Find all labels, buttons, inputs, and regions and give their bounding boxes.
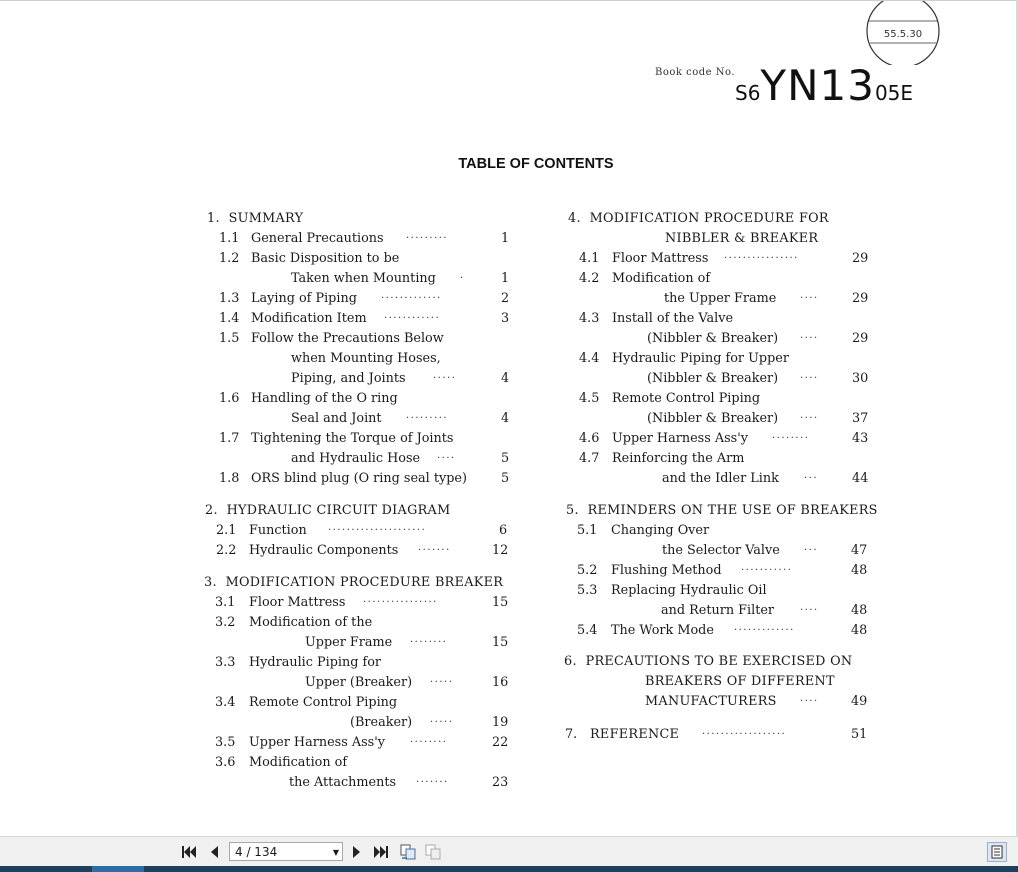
entry-page: 51 bbox=[851, 727, 868, 742]
next-page-icon bbox=[351, 845, 363, 859]
leader-dots: ··········· bbox=[741, 565, 793, 576]
entry-page: 30 bbox=[852, 371, 869, 386]
leader-dots: ········ bbox=[410, 637, 448, 648]
entry-title: Laying of Piping bbox=[251, 291, 357, 306]
entry-number: 5.1 bbox=[577, 523, 598, 538]
entry-title: (Nibbler & Breaker) bbox=[647, 411, 779, 426]
entry-title: Upper Harness Ass'y bbox=[612, 431, 748, 446]
toc-entry[interactable] bbox=[0, 521, 880, 541]
toc-entry[interactable] bbox=[0, 621, 880, 641]
last-page-icon bbox=[373, 845, 389, 859]
section-number: 6. bbox=[564, 654, 577, 669]
entry-number: 5.3 bbox=[577, 583, 598, 598]
toc-section-heading bbox=[566, 501, 878, 521]
entry-title: and Hydraulic Hose bbox=[291, 451, 421, 466]
entry-page: 3 bbox=[501, 311, 510, 326]
entry-title: Function bbox=[249, 523, 307, 538]
toc-section-heading bbox=[205, 501, 450, 521]
toc-entry-continuation[interactable] bbox=[0, 329, 880, 349]
entry-page: 2 bbox=[501, 291, 510, 306]
book-code-main: YN13 bbox=[760, 61, 875, 110]
leader-dots: ················ bbox=[363, 597, 438, 608]
entry-number: 5.4 bbox=[577, 623, 598, 638]
entry-number: 2.1 bbox=[216, 523, 237, 538]
section-title: HYDRAULIC CIRCUIT DIAGRAM bbox=[226, 503, 451, 518]
entry-page: 23 bbox=[492, 775, 509, 790]
toc-entry[interactable] bbox=[0, 349, 880, 369]
toc-entry-continuation[interactable] bbox=[0, 369, 880, 389]
entry-page: 48 bbox=[851, 623, 868, 638]
toc-entry-continuation[interactable] bbox=[0, 409, 880, 429]
section-number: 3. bbox=[204, 575, 217, 590]
section-title: BREAKERS OF DIFFERENT bbox=[645, 674, 835, 689]
entry-title: Flushing Method bbox=[611, 563, 722, 578]
toc-entry[interactable] bbox=[0, 653, 520, 673]
page-indicator: 4 / 134 bbox=[235, 845, 278, 859]
toc-entry-continuation[interactable] bbox=[0, 289, 880, 309]
entry-title: Upper Harness Ass'y bbox=[249, 735, 385, 750]
entry-title: Upper Frame bbox=[305, 635, 393, 650]
leader-dots: ···· bbox=[800, 605, 819, 616]
first-page-icon bbox=[181, 845, 197, 859]
entry-page: 16 bbox=[492, 675, 509, 690]
leader-dots: ······· bbox=[416, 777, 449, 788]
book-code-label: Book code No. bbox=[655, 67, 736, 78]
toc-entry[interactable] bbox=[0, 269, 880, 289]
entry-title: Piping, and Joints bbox=[291, 371, 406, 386]
toc-entry[interactable] bbox=[0, 725, 880, 745]
date-stamp bbox=[864, 1, 942, 65]
entry-number: 4.6 bbox=[579, 431, 600, 446]
entry-title: Follow the Precautions Below bbox=[251, 331, 444, 346]
leader-dots: ···· bbox=[800, 293, 819, 304]
leader-dots: ················ bbox=[724, 253, 799, 264]
go-forward-view-icon bbox=[424, 843, 442, 861]
entry-number: 1.6 bbox=[219, 391, 240, 406]
entry-page: 29 bbox=[852, 251, 869, 266]
entry-number: 1.1 bbox=[219, 231, 240, 246]
entry-page: 1 bbox=[501, 271, 510, 286]
entry-title: the Attachments bbox=[289, 775, 397, 790]
leader-dots: ····· bbox=[430, 677, 454, 688]
section-title: REFERENCE bbox=[590, 727, 680, 742]
section-number: 2. bbox=[205, 503, 218, 518]
entry-title: Modification of bbox=[249, 755, 348, 770]
entry-page: 12 bbox=[492, 543, 509, 558]
leader-dots: ···· bbox=[437, 453, 456, 464]
section-title: SUMMARY bbox=[228, 211, 304, 226]
entry-page: 15 bbox=[492, 595, 509, 610]
entry-page: 44 bbox=[852, 471, 869, 486]
entry-title: the Selector Valve bbox=[662, 543, 780, 558]
leader-dots: ·················· bbox=[702, 729, 787, 740]
leader-dots: ············· bbox=[734, 625, 795, 636]
leader-dots: ······· bbox=[418, 545, 451, 556]
section-title: MODIFICATION PROCEDURE FOR bbox=[589, 211, 829, 226]
entry-title: The Work Mode bbox=[611, 623, 714, 638]
go-back-view-icon bbox=[399, 843, 417, 861]
toc-section-heading-continuation bbox=[645, 672, 835, 692]
toc-section-heading-continuation bbox=[665, 229, 818, 249]
entry-number: 1.5 bbox=[219, 331, 240, 346]
toc-entry-continuation[interactable] bbox=[0, 541, 880, 561]
leader-dots: ············ bbox=[384, 313, 441, 324]
entry-page: 49 bbox=[851, 694, 868, 709]
entry-page: 4 bbox=[501, 371, 510, 386]
dropdown-arrow-icon: ▼ bbox=[332, 848, 339, 857]
section-title: PRECAUTIONS TO BE EXERCISED ON bbox=[585, 654, 853, 669]
leader-dots: · bbox=[460, 273, 465, 284]
toc-section-heading bbox=[207, 209, 303, 229]
entry-page: 48 bbox=[851, 563, 868, 578]
leader-dots: ····· bbox=[433, 373, 457, 384]
entry-title: Changing Over bbox=[611, 523, 710, 538]
book-code-suffix: 05E bbox=[874, 81, 914, 105]
entry-title: (Nibbler & Breaker) bbox=[647, 331, 779, 346]
page-number-select[interactable] bbox=[229, 842, 343, 861]
section-title: REMINDERS ON THE USE OF BREAKERS bbox=[587, 503, 878, 518]
book-code bbox=[735, 61, 914, 110]
entry-title: Floor Mattress bbox=[612, 251, 709, 266]
leader-dots: ···· bbox=[800, 696, 819, 707]
entry-title: Taken when Mounting bbox=[291, 271, 436, 286]
toc-entry[interactable] bbox=[0, 449, 880, 469]
toc-entry[interactable] bbox=[0, 753, 520, 773]
leader-dots: ··· bbox=[804, 473, 819, 484]
toc-section-heading bbox=[564, 652, 852, 672]
entry-page: 19 bbox=[492, 715, 509, 730]
toc-entry-continuation[interactable] bbox=[0, 601, 880, 621]
single-page-view-button[interactable] bbox=[987, 842, 1007, 862]
entry-title: ORS blind plug (O ring seal type) bbox=[251, 471, 467, 486]
entry-number: 3.3 bbox=[215, 655, 236, 670]
entry-number: 4.7 bbox=[579, 451, 600, 466]
entry-page: 5 bbox=[501, 471, 510, 486]
toc-entry[interactable] bbox=[0, 561, 880, 581]
entry-number: 4.5 bbox=[579, 391, 600, 406]
entry-page: 4 bbox=[501, 411, 510, 426]
leader-dots: ···· bbox=[800, 413, 819, 424]
page-title: TABLE OF CONTENTS bbox=[458, 156, 614, 172]
previous-page-icon bbox=[208, 845, 220, 859]
entry-title: Tightening the Torque of Joints bbox=[251, 431, 454, 446]
entry-title: Floor Mattress bbox=[249, 595, 346, 610]
entry-title: (Nibbler & Breaker) bbox=[647, 371, 779, 386]
entry-number: 3.2 bbox=[215, 615, 236, 630]
entry-page: 37 bbox=[852, 411, 869, 426]
previous-page-button[interactable] bbox=[205, 843, 223, 861]
go-forward-view-button[interactable] bbox=[424, 843, 442, 861]
entry-page: 43 bbox=[852, 431, 869, 446]
section-number: 7. bbox=[565, 727, 578, 742]
leader-dots: ············· bbox=[381, 293, 442, 304]
entry-page: 29 bbox=[852, 331, 869, 346]
leader-dots: ···· bbox=[800, 373, 819, 384]
entry-number: 3.4 bbox=[215, 695, 236, 710]
leader-dots: ········· bbox=[406, 413, 449, 424]
section-title: NIBBLER & BREAKER bbox=[665, 231, 819, 246]
entry-title: Modification of bbox=[612, 271, 711, 286]
toc-entry-continuation[interactable] bbox=[0, 773, 520, 793]
entry-title: Seal and Joint bbox=[291, 411, 382, 426]
entry-page: 48 bbox=[851, 603, 868, 618]
leader-dots: ··· bbox=[804, 545, 819, 556]
next-page-button[interactable] bbox=[348, 843, 366, 861]
entry-number: 1.4 bbox=[219, 311, 240, 326]
entry-title: (Breaker) bbox=[350, 715, 413, 730]
entry-page: 47 bbox=[851, 543, 868, 558]
first-page-button[interactable] bbox=[180, 843, 198, 861]
entry-title: and Return Filter bbox=[661, 603, 775, 618]
entry-page: 1 bbox=[501, 231, 510, 246]
entry-page: 15 bbox=[492, 635, 509, 650]
single-page-view-icon bbox=[991, 845, 1003, 859]
entry-page: 5 bbox=[501, 451, 510, 466]
toc-entry[interactable] bbox=[0, 429, 880, 449]
entry-number: 1.3 bbox=[219, 291, 240, 306]
entry-number: 1.8 bbox=[219, 471, 240, 486]
toc-section-heading bbox=[568, 209, 829, 229]
entry-number: 3.1 bbox=[215, 595, 236, 610]
toc-entry[interactable] bbox=[0, 389, 880, 409]
entry-title: the Upper Frame bbox=[664, 291, 777, 306]
go-back-view-button[interactable] bbox=[399, 843, 417, 861]
entry-title: Remote Control Piping bbox=[612, 391, 761, 406]
entry-page: 22 bbox=[492, 735, 509, 750]
toc-entry[interactable] bbox=[0, 581, 880, 601]
entry-title: Modification of the bbox=[249, 615, 373, 630]
last-page-button[interactable] bbox=[372, 843, 390, 861]
entry-title: Hydraulic Components bbox=[249, 543, 399, 558]
toc-entry[interactable] bbox=[0, 249, 880, 269]
entry-number: 4.2 bbox=[579, 271, 600, 286]
entry-number: 5.2 bbox=[577, 563, 598, 578]
taskbar-strip bbox=[0, 866, 1018, 872]
entry-title: and the Idler Link bbox=[662, 471, 779, 486]
leader-dots: ········· bbox=[406, 233, 449, 244]
entry-title: Modification Item bbox=[251, 311, 367, 326]
entry-title: when Mounting Hoses, bbox=[291, 351, 441, 366]
leader-dots: ····· bbox=[430, 717, 454, 728]
toc-entry-continuation[interactable] bbox=[0, 469, 880, 489]
section-number: 5. bbox=[566, 503, 579, 518]
entry-title: Basic Disposition to be bbox=[251, 251, 400, 266]
entry-number: 4.3 bbox=[579, 311, 600, 326]
entry-number: 1.2 bbox=[219, 251, 240, 266]
section-title: MANUFACTURERS bbox=[645, 694, 777, 709]
entry-title: Handling of the O ring bbox=[251, 391, 398, 406]
leader-dots: ········ bbox=[410, 737, 448, 748]
toc-entry[interactable] bbox=[0, 229, 520, 249]
entry-number: 3.5 bbox=[215, 735, 236, 750]
toc-entry-continuation[interactable] bbox=[0, 692, 880, 712]
entry-number: 2.2 bbox=[216, 543, 237, 558]
navigation-toolbar bbox=[0, 836, 1018, 867]
entry-title: Replacing Hydraulic Oil bbox=[611, 583, 767, 598]
entry-title: Hydraulic Piping for Upper bbox=[612, 351, 789, 366]
entry-title: Upper (Breaker) bbox=[305, 675, 413, 690]
entry-title: Install of the Valve bbox=[612, 311, 734, 326]
entry-title: General Precautions bbox=[251, 231, 384, 246]
book-code-prefix: S6 bbox=[735, 81, 761, 105]
section-title: MODIFICATION PROCEDURE BREAKER bbox=[225, 575, 504, 590]
leader-dots: ····················· bbox=[328, 525, 427, 536]
entry-number: 3.6 bbox=[215, 755, 236, 770]
entry-page: 6 bbox=[499, 523, 508, 538]
toc-entry[interactable] bbox=[0, 309, 880, 329]
entry-page: 29 bbox=[852, 291, 869, 306]
section-number: 4. bbox=[568, 211, 581, 226]
entry-title: Reinforcing the Arm bbox=[612, 451, 745, 466]
entry-number: 1.7 bbox=[219, 431, 240, 446]
entry-title: Hydraulic Piping for bbox=[249, 655, 382, 670]
stamp-date: 55.5.30 bbox=[883, 29, 923, 40]
entry-number: 4.4 bbox=[579, 351, 600, 366]
toc-entry-continuation[interactable] bbox=[0, 673, 520, 693]
leader-dots: ···· bbox=[800, 333, 819, 344]
entry-number: 4.1 bbox=[579, 251, 600, 266]
leader-dots: ········ bbox=[772, 433, 810, 444]
entry-title: Remote Control Piping bbox=[249, 695, 398, 710]
section-number: 1. bbox=[207, 211, 220, 226]
taskbar-active-segment bbox=[92, 866, 144, 872]
